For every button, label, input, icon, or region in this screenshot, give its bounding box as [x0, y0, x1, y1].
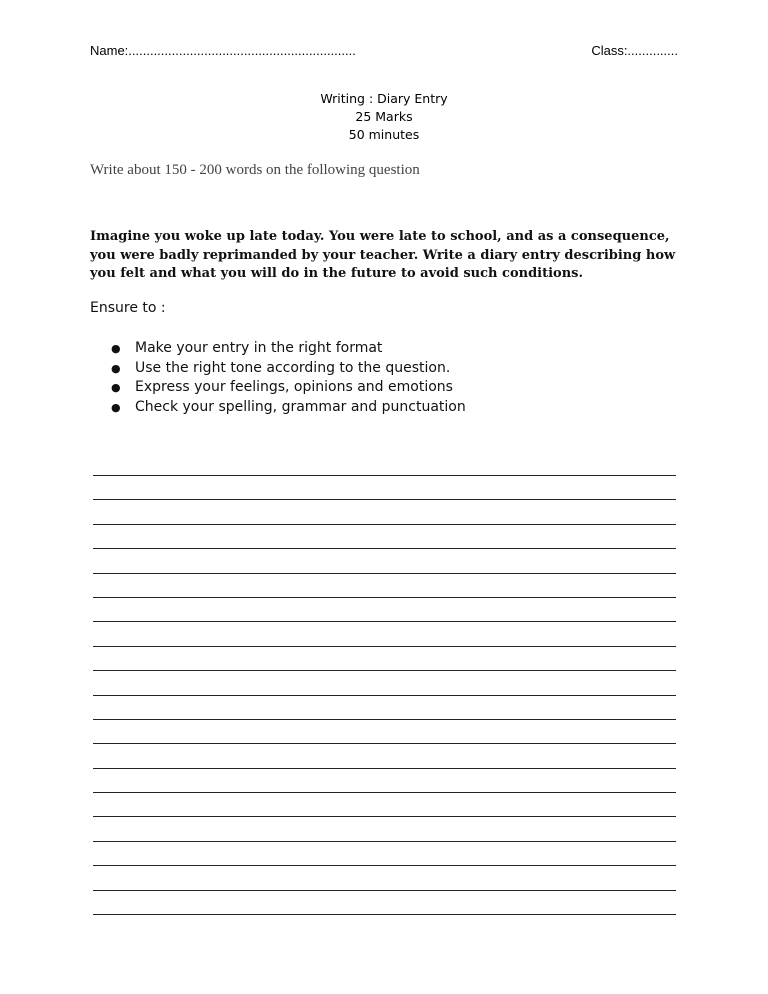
writing-line [93, 890, 676, 891]
word-count-instruction: Write about 150 - 200 words on the following question [90, 162, 420, 178]
writing-line [93, 768, 676, 769]
writing-line [93, 695, 676, 696]
writing-line [93, 621, 676, 622]
ensure-label: Ensure to : [90, 300, 166, 316]
bullet-icon: ● [111, 342, 121, 355]
writing-line [93, 719, 676, 720]
writing-line [93, 816, 676, 817]
writing-line [93, 841, 676, 842]
worksheet-title: Writing : Diary Entry [320, 91, 448, 106]
writing-line [93, 573, 676, 574]
checklist-item-text: Check your spelling, grammar and punctuation [135, 398, 466, 415]
checklist-item-text: Use the right tone according to the question. [135, 359, 451, 376]
writing-line [93, 597, 676, 598]
bullet-icon: ● [111, 361, 121, 375]
checklist [108, 339, 466, 417]
checklist-item-text: Express your feelings, opinions and emotions [135, 379, 453, 395]
writing-line [93, 646, 676, 647]
checklist-item [108, 359, 466, 379]
marks-label: 25 Marks [355, 109, 413, 124]
writing-line [93, 792, 676, 793]
writing-line [93, 914, 676, 915]
duration-label: 50 minutes [348, 127, 420, 142]
name-field-label: Name:............................................................... [90, 43, 356, 58]
writing-line [93, 670, 676, 671]
class-field-label: Class:.............. [591, 43, 678, 58]
bullet-icon: ● [111, 381, 121, 394]
answer-writing-lines [93, 475, 676, 938]
bullet-icon: ● [111, 400, 121, 414]
writing-line [93, 865, 676, 866]
writing-line [93, 524, 676, 525]
title-block [0, 90, 768, 144]
writing-line [93, 499, 676, 500]
header-row [90, 43, 678, 63]
writing-line [93, 548, 676, 549]
writing-line [93, 743, 676, 744]
checklist-item [108, 378, 466, 398]
checklist-item [108, 398, 466, 418]
checklist-item [108, 339, 466, 359]
checklist-item-text: Make your entry in the right format [135, 340, 383, 356]
question-prompt: Imagine you woke up late today. You were late to school, and as a consequence, you were badly reprimanded by your teacher. Write a diary entry describing how you felt and what you will do in the future to avoid such conditions. [90, 229, 676, 281]
writing-line [93, 475, 676, 476]
